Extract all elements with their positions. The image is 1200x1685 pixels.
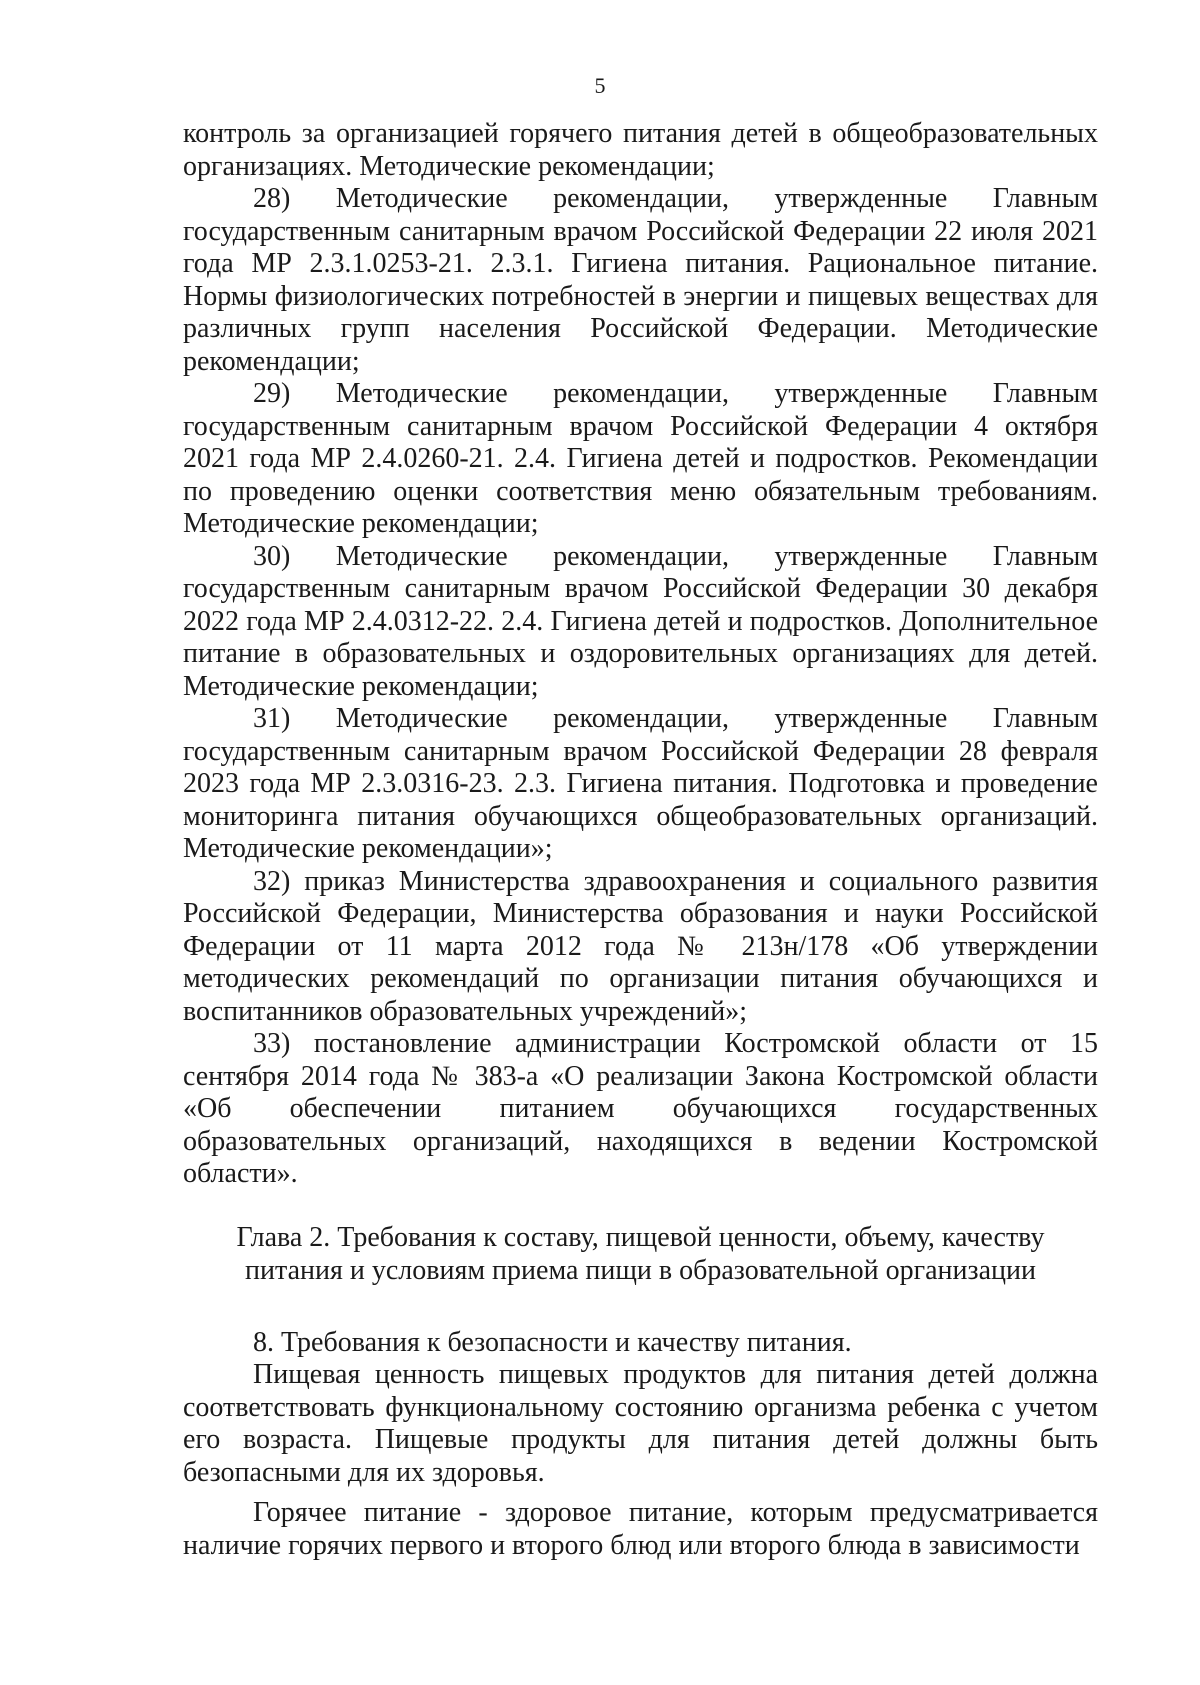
list-item-31: 31) Методические рекомендации, утвержденные Главным государственным санитарным врачом Российской Федерации 28 февраля 2023 года МР 2.3.0316-23. 2.3. Гигиена питания. Подготовка и проведение мониторинга питания обучающихся общеобразовательных организаций. Методические рекомендации»; xyxy=(183,703,1098,864)
list-item-30: 30) Методические рекомендации, утвержденные Главным государственным санитарным врачом Российской Федерации 30 декабря 2022 года МР 2.4.0312-22. 2.4. Гигиена детей и подростков. Дополнительное питание в образовательных и оздоровительных организациях для детей. Методические рекомендации; xyxy=(183,540,1098,702)
paragraph-food-value: Пищевая ценность пищевых продуктов для питания детей должна соответствовать функциональному состоянию организма ребенка с учетом его возраста. Пищевые продукты для питания детей должны быть безопасными для их здоровья. xyxy=(183,1359,1098,1488)
list-item-33: 33) постановление администрации Костромской области от 15 сентября 2014 года № 383-а «О реализации Закона Костромской области «Об обеспечении питанием обучающихся государственных образовательных организаций, находящихся в ведении Костромской области». xyxy=(183,1028,1098,1189)
list-item-28: 28) Методические рекомендации, утвержденные Главным государственным санитарным врачом Российской Федерации 22 июля 2021 года МР 2.3.1.0253-21. 2.3.1. Гигиена питания. Рациональное питание. Нормы физиологических потребностей в энергии и пищевых веществах для различных групп населения Российской Федерации. Методические рекомендации; xyxy=(183,183,1098,377)
paragraph-continuation: контроль за организацией горячего питания детей в общеобразовательных организациях. Методические рекомендации; xyxy=(183,118,1098,182)
document-body xyxy=(183,118,1098,1562)
chapter-heading: Глава 2. Требования к составу, пищевой ценности, объему, качеству питания и условиям приема пищи в образовательной организации xyxy=(236,1221,1045,1286)
section-8-title: 8. Требования к безопасности и качеству питания. xyxy=(253,1326,852,1358)
list-item-29: 29) Методические рекомендации, утвержденные Главным государственным санитарным врачом Российской Федерации 4 октября 2021 года МР 2.4.0260-21. 2.4. Гигиена детей и подростков. Рекомендации по проведению оценки соответствия меню обязательным требованиям. Методические рекомендации; xyxy=(183,378,1098,539)
list-item-32: 32) приказ Министерства здравоохранения и социального развития Российской Федерации, Министерства образования и науки Российской Федерации от 11 марта 2012 года № 213н/178 «Об утверждении методических рекомендаций по организации питания обучающихся и воспитанников образовательных учреждений»; xyxy=(183,865,1098,1027)
paragraph-hot-meal: Горячее питание - здоровое питание, которым предусматривается наличие горячих первого и второго блюд или второго блюда в зависимости xyxy=(183,1497,1098,1561)
page-number: 5 xyxy=(594,73,606,98)
